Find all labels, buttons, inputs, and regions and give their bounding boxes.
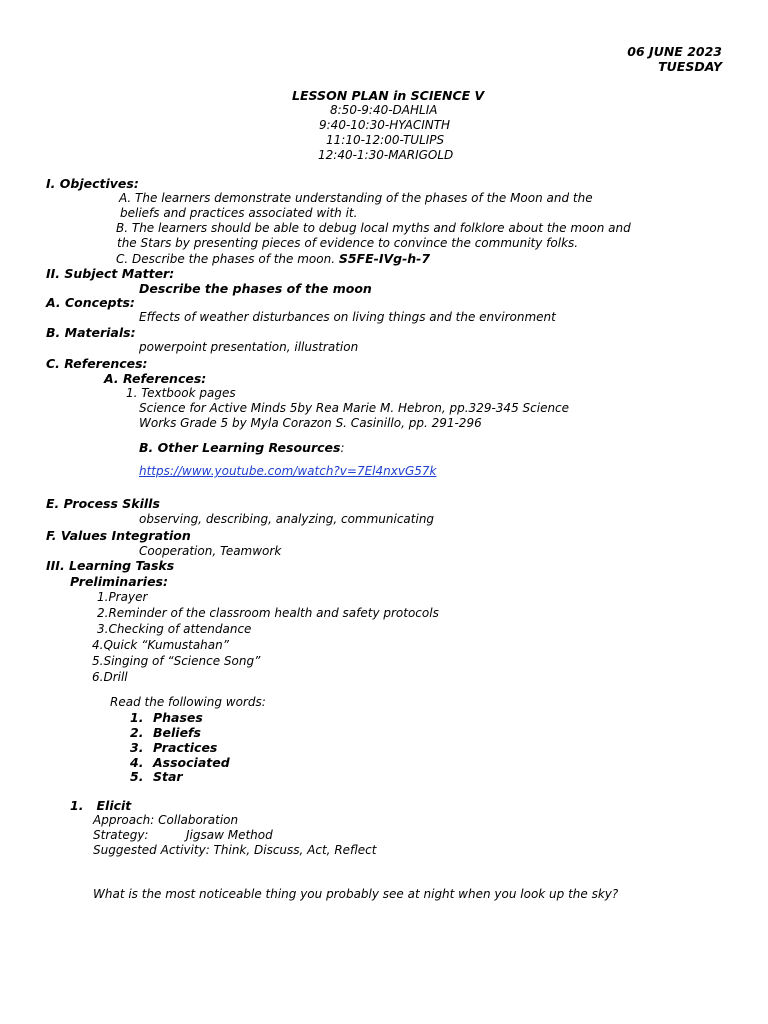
- objectives-heading: I. Objectives:: [46, 176, 139, 191]
- day: TUESDAY: [658, 59, 722, 74]
- concepts-value: Effects of weather disturbances on living things and the environment: [139, 310, 556, 324]
- references-heading: C. References:: [46, 356, 148, 371]
- schedule-item: 12:40-1:30-MARIGOLD: [318, 148, 454, 162]
- elicit-question: What is the most noticeable thing you probably see at night when you look up the sky?: [93, 887, 619, 901]
- preliminary-item: 6.Drill: [92, 670, 128, 684]
- preliminary-item: 3.Checking of attendance: [97, 622, 252, 636]
- objective-b-line1: B. The learners should be able to debug local myths and folklore about the moon and: [116, 221, 631, 235]
- objective-c: [116, 251, 430, 267]
- materials-heading: B. Materials:: [46, 325, 136, 340]
- references-subheading: A. References:: [104, 371, 207, 386]
- word-list-item: Practices: [153, 740, 218, 755]
- elicit-approach: Approach: Collaboration: [93, 813, 239, 827]
- read-prompt: Read the following words:: [110, 695, 266, 709]
- subject-matter-value: Describe the phases of the moon: [139, 281, 372, 296]
- competency-code: S5FE-IVg-h-7: [338, 251, 431, 266]
- preliminary-item: 1.Prayer: [97, 590, 148, 604]
- objective-a-line2: beliefs and practices associated with it.: [120, 206, 358, 220]
- word-list-number: 2.: [130, 725, 144, 740]
- learning-tasks-heading: III. Learning Tasks: [46, 558, 175, 573]
- other-resources-heading: B. Other Learning Resources: [139, 440, 341, 455]
- schedule-item: 9:40-10:30-HYACINTH: [319, 118, 451, 132]
- elicit-strategy-value: Jigsaw Method: [186, 828, 273, 842]
- preliminary-item: 2.Reminder of the classroom health and safety protocols: [97, 606, 439, 620]
- elicit-heading: 1. Elicit: [70, 798, 132, 813]
- schedule-item: 8:50-9:40-DAHLIA: [330, 103, 438, 117]
- resource-link-container: [139, 464, 436, 479]
- preliminary-item: 5.Singing of “Science Song”: [92, 654, 261, 668]
- word-list-number: 1.: [130, 710, 144, 725]
- reference-line: Works Grade 5 by Myla Corazon S. Casinillo, pp. 291-296: [139, 416, 482, 430]
- date: 06 JUNE 2023: [627, 44, 722, 59]
- process-skills-heading: E. Process Skills: [46, 496, 160, 511]
- references-item-textbook: 1. Textbook pages: [126, 386, 236, 400]
- page-title: LESSON PLAN in SCIENCE V: [292, 88, 485, 103]
- concepts-heading: A. Concepts:: [46, 295, 135, 310]
- objective-c-text: C. Describe the phases of the moon.: [116, 252, 336, 266]
- elicit-activity: Suggested Activity: Think, Discuss, Act, Reflect: [93, 843, 377, 857]
- subject-matter-heading: II. Subject Matter:: [46, 266, 175, 281]
- other-resources: [139, 440, 345, 456]
- preliminaries-heading: Preliminaries:: [70, 574, 168, 589]
- word-list-number: 3.: [130, 740, 144, 755]
- process-skills-value: observing, describing, analyzing, communicating: [139, 512, 435, 526]
- objective-a-line1: A. The learners demonstrate understanding of the phases of the Moon and the: [119, 191, 593, 205]
- youtube-link[interactable]: https://www.youtube.com/watch?v=7El4nxvG57k: [139, 464, 437, 478]
- reference-line: Science for Active Minds 5by Rea Marie M. Hebron, pp.329-345 Science: [139, 401, 570, 415]
- word-list-number: 4.: [130, 755, 144, 770]
- values-integration-value: Cooperation, Teamwork: [139, 544, 282, 558]
- word-list-item: Beliefs: [153, 725, 201, 740]
- preliminary-item: 4.Quick “Kumustahan”: [92, 638, 229, 652]
- schedule-item: 11:10-12:00-TULIPS: [326, 133, 445, 147]
- word-list-number: 5.: [130, 769, 144, 784]
- word-list-item: Associated: [153, 755, 230, 770]
- objective-b-line2: the Stars by presenting pieces of evidence to convince the community folks.: [117, 236, 579, 250]
- other-resources-colon: :: [340, 441, 345, 455]
- values-integration-heading: F. Values Integration: [46, 528, 191, 543]
- materials-value: powerpoint presentation, illustration: [139, 340, 359, 354]
- word-list-item: Phases: [153, 710, 203, 725]
- elicit-strategy-label: Strategy:: [93, 828, 149, 842]
- word-list-item: Star: [153, 769, 183, 784]
